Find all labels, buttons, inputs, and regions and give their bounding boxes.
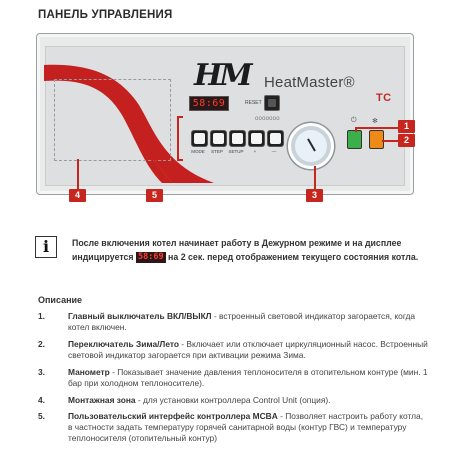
- list-item: [38, 411, 428, 444]
- item-term: Манометр: [68, 367, 110, 377]
- item-text: - для установки контроллера Control Unit (опция).: [135, 395, 331, 405]
- item-text: - Включает или отключает циркуляционный насос. Встроенный световой индикатор загорается при активации режима Зима.: [68, 339, 428, 360]
- pressure-gauge: [288, 123, 334, 169]
- callout-2-line: [382, 140, 398, 142]
- minus-button[interactable]: [267, 130, 284, 147]
- info-icon: i: [35, 236, 57, 258]
- callout-3-line: [314, 166, 316, 189]
- model-tag: TC: [376, 92, 392, 104]
- item-term: Главный выключатель ВКЛ/ВЫКЛ: [68, 311, 212, 321]
- hm-logo: HM: [194, 58, 250, 93]
- plus-label: +: [253, 149, 257, 154]
- power-icon: ⏻: [351, 117, 357, 124]
- item-number: 5.: [38, 411, 45, 421]
- snowflake-icon: ✻: [372, 118, 378, 125]
- callout-5-bracket-top: [177, 116, 183, 118]
- callout-2: 2: [398, 134, 415, 147]
- item-text: - встроенный световой индикатор загорается, когда котел включен.: [68, 311, 416, 332]
- callout-4-line: [77, 159, 79, 189]
- minus-label: —: [271, 149, 277, 154]
- plus-button[interactable]: [248, 130, 265, 147]
- info-text-after: на 2 сек. перед отображением текущего состояния котла.: [165, 252, 419, 262]
- power-switch[interactable]: [347, 130, 362, 149]
- list-item: [38, 339, 428, 361]
- reset-button[interactable]: [264, 95, 280, 111]
- mode-label: MODE: [191, 149, 205, 154]
- digital-display: 58:69: [189, 96, 229, 111]
- callout-5-bracket: [177, 116, 179, 160]
- callout-1-line-h: [355, 127, 398, 129]
- callout-1: 1: [398, 120, 415, 133]
- info-text-before: После включения котел начинает работу в Дежурном режиме и на дисплее индицируется: [72, 238, 402, 262]
- callout-5: 5: [146, 189, 163, 202]
- info-display-code: 58:69: [138, 252, 164, 263]
- page-title: ПАНЕЛЬ УПРАВЛЕНИЯ: [38, 9, 173, 21]
- item-term: Пользовательский интерфейс контроллера MCBA: [68, 411, 278, 421]
- step-button[interactable]: [210, 130, 227, 147]
- item-number: 1.: [38, 311, 45, 321]
- list-item: [38, 395, 428, 406]
- item-text: - Позволяет настроить работу котла, в частности задать температуру горячей санитарной воды (контур ГВС) и температуру теплоносителя (отопительный контур): [68, 411, 424, 443]
- setup-button[interactable]: [229, 130, 246, 147]
- mounting-zone: [54, 79, 171, 161]
- description-title: Описание: [38, 295, 83, 305]
- item-number: 3.: [38, 367, 45, 377]
- setup-label: SETUP: [228, 149, 244, 154]
- item-number: 4.: [38, 395, 45, 405]
- mode-button[interactable]: [191, 130, 208, 147]
- step-label: STEP: [211, 149, 223, 154]
- list-item: [38, 311, 428, 333]
- item-number: 2.: [38, 339, 45, 349]
- reset-label: RESET: [245, 100, 262, 106]
- callout-3: 3: [306, 189, 323, 202]
- item-text: - Показывает значение давления теплоносителя в отопительном контуре (мин. 1 бар при холодном теплоносителе).: [68, 367, 428, 388]
- callout-4: 4: [69, 189, 86, 202]
- item-term: Монтажная зона: [68, 395, 136, 405]
- info-note: [72, 236, 420, 264]
- item-term: Переключатель Зима/Лето: [68, 339, 179, 349]
- brand-name: HeatMaster®: [264, 74, 355, 91]
- callout-5-bracket-bottom: [177, 159, 183, 161]
- led-row: ооооооо: [255, 116, 280, 122]
- gauge-needle: [307, 138, 316, 151]
- list-item: [38, 367, 428, 389]
- gauge-dial: [295, 130, 327, 162]
